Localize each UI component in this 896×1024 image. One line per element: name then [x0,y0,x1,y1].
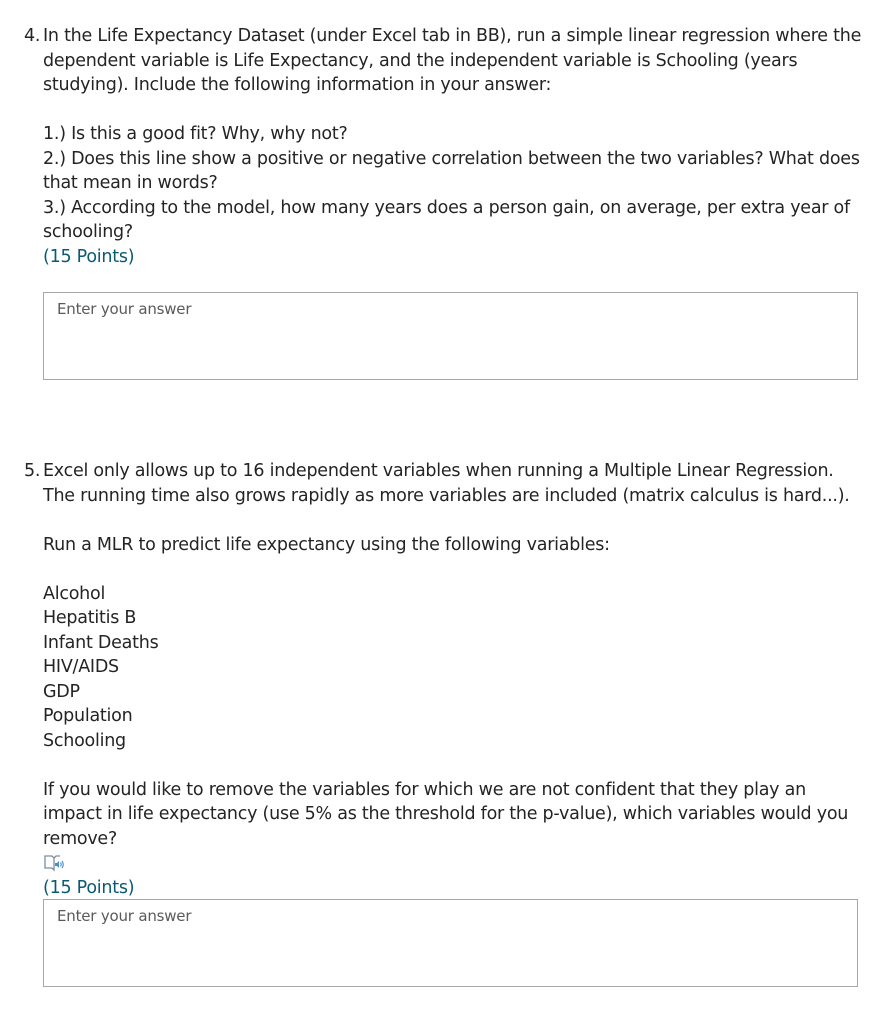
answer-box-q5[interactable] [43,899,858,987]
variable-item: Infant Deaths [43,632,159,653]
question-number: 5. [24,461,41,481]
question-item: 2.) Does this line show a positive or negative correlation between the two variables? What does that mean in words? [43,148,860,193]
question-5-text [24,459,864,900]
variable-item: Hepatitis B [43,608,137,628]
question-instruction: Run a MLR to predict life expectancy using the following variables: [43,534,610,555]
question-item: 3.) According to the model, how many years does a person gain, on average, per extra year of schooling? [43,197,850,242]
variable-item: Schooling [43,730,126,751]
immersive-reader-icon[interactable] [43,853,65,873]
question-prompt: Excel only allows up to 16 independent variables when running a Multiple Linear Regression. The running time also grows rapidly as more variables are included (matrix calculus is hard...). [43,461,850,506]
tts-row [43,851,864,876]
question-4-text [24,24,864,269]
points-label: (15 Points) [43,246,135,267]
question-number: 4. [24,26,41,46]
variable-item: GDP [43,681,80,702]
answer-input-q5[interactable] [57,907,837,925]
answer-box-q4[interactable] [43,292,858,380]
variable-item: HIV/AIDS [43,657,119,677]
question-item: 1.) Is this a good fit? Why, why not? [43,124,348,144]
question-followup: If you would like to remove the variables for which we are not confident that they play an impact in life expectancy (use 5% as the threshold for the p-value), which variables would you remove? [43,779,849,849]
points-label: (15 Points) [43,877,135,898]
question-prompt: In the Life Expectancy Dataset (under Excel tab in BB), run a simple linear regression where the dependent variable is Life Expectancy, and the independent variable is Schooling (years studying). Include the following information in your answer: [43,26,862,95]
variable-item: Population [43,706,133,726]
variable-item: Alcohol [43,583,106,604]
answer-input-q4[interactable] [57,300,837,318]
